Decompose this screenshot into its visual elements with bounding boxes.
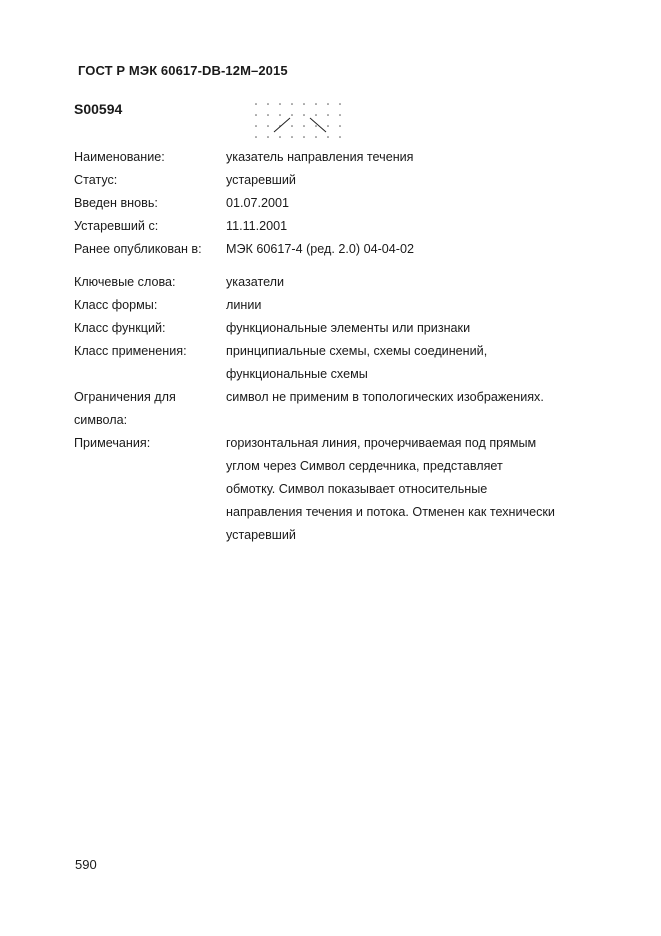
field-label: Примечания: [74,436,151,450]
field-value: указатели [226,275,285,289]
field-label: Класс формы: [74,298,158,312]
field-value: указатель направления течения [226,150,414,164]
field-value: 11.11.2001 [226,219,288,233]
document-header: ГОСТ Р МЭК 60617-DB-12M–2015 [78,63,288,78]
symbol-code: S00594 [74,101,123,117]
field-label: Класс применения: [74,344,187,358]
field-label: Устаревший с: [74,219,159,233]
page-number: 590 [75,857,97,872]
field-label: Статус: [74,173,118,187]
field-value: символ не применим в топологических изображениях. [226,390,544,404]
field-value: 01.07.2001 [226,196,290,210]
field-label: Введен вновь: [74,196,158,210]
field-label: Ключевые слова: [74,275,176,289]
field-value: принципиальные схемы, схемы соединений, функциональные схемы [226,344,488,381]
field-label: Ограничения для символа: [74,390,176,427]
field-value: линии [226,298,262,312]
field-label: Класс функций: [74,321,166,335]
field-label: Наименование: [74,150,165,164]
symbol-drawing [252,101,344,143]
field-value: устаревший [226,173,296,187]
field-label: Ранее опубликован в: [74,242,202,256]
field-value: МЭК 60617-4 (ред. 2.0) 04-04-02 [226,242,414,256]
field-value: функциональные элементы или признаки [226,321,471,335]
field-value: горизонтальная линия, прочерчиваемая под прямым углом через Символ сердечника, представляет обмотку. Символ показывает относительные направления течения и потока. Отменен как технически устаревший [226,436,555,542]
